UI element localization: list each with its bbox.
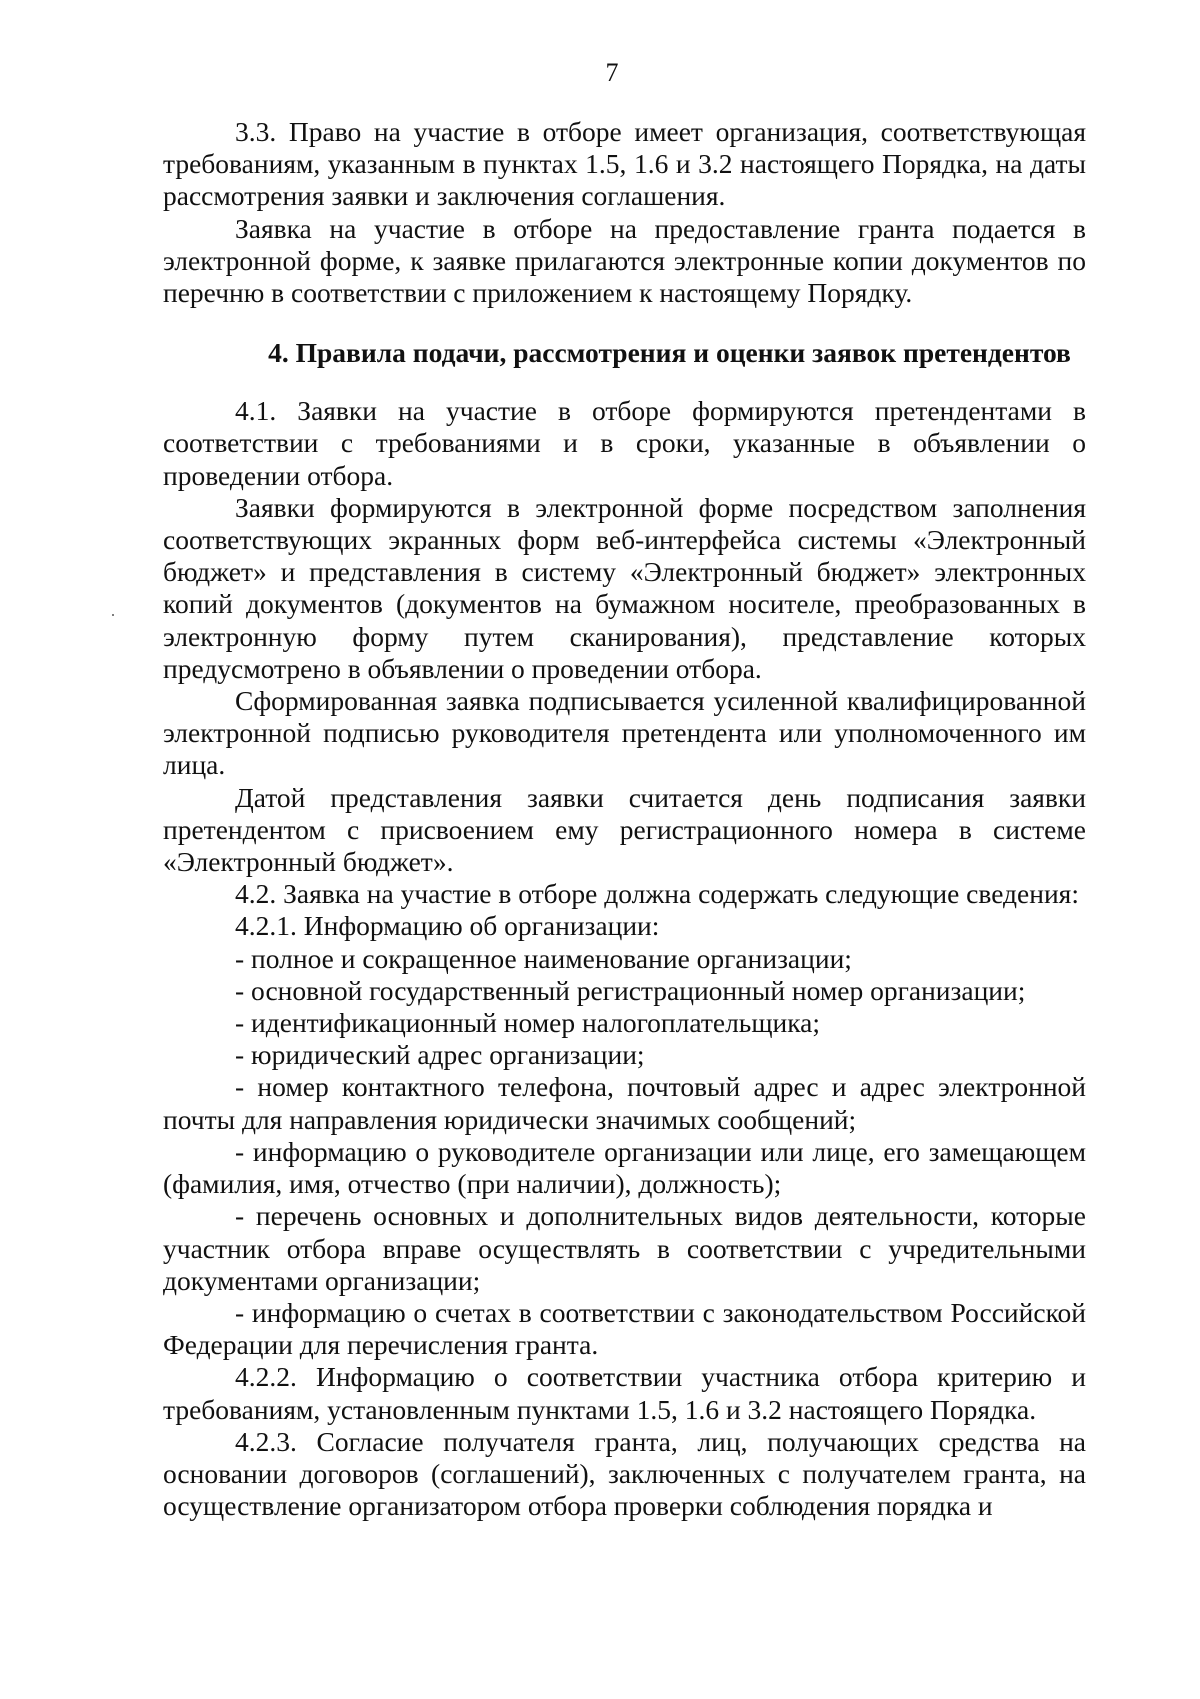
paragraph-3-3: 3.3. Право на участие в отборе имеет организация, соответствующая требованиям, указанным в пунктах 1.5, 1.6 и 3.2 настоящего Порядка, на даты рассмотрения заявки и заключения соглашения.: [163, 116, 1086, 212]
list-item: - информацию о руководителе организации или лице, его замещающем (фамилия, имя, отчество (при наличии), должность);: [163, 1135, 1086, 1200]
list-item: - перечень основных и дополнительных видов деятельности, которые участник отбора вправе осуществлять в соответствии с учредительными документами организации;: [163, 1200, 1086, 1296]
section-4-heading: 4. Правила подачи, рассмотрения и оценки заявок претендентов: [268, 337, 1071, 369]
paragraph-submission-date: Датой представления заявки считается день подписания заявки претендентом с присвоением ему регистрационного номера в системе «Электронный бюджет».: [163, 781, 1086, 878]
paragraph-4-2-2: 4.2.2. Информацию о соответствии участника отбора критерию и требованиям, установленным пунктами 1.5, 1.6 и 3.2 настоящего Порядка.: [163, 1361, 1086, 1425]
list-item: - юридический адрес организации;: [235, 1039, 645, 1071]
paragraph-4-1: 4.1. Заявки на участие в отборе формируются претендентами в соответствии с требованиями и в сроки, указанные в объявлении о проведении отбора.: [163, 395, 1086, 491]
paragraph-4-2: 4.2. Заявка на участие в отборе должна содержать следующие сведения:: [235, 878, 1079, 910]
list-item: - номер контактного телефона, почтовый адрес и адрес электронной почты для направления юридически значимых сообщений;: [163, 1071, 1086, 1135]
paragraph-application-form: Заявка на участие в отборе на предоставление гранта подается в электронной форме, к заявке прилагаются электронные копии документов по перечню в соответствии с приложением к настоящему Порядку.: [163, 212, 1086, 309]
list-item: - основной государственный регистрационный номер организации;: [235, 974, 1026, 1006]
page-number: 7: [605, 58, 619, 87]
list-item: - идентификационный номер налогоплательщика;: [235, 1007, 821, 1039]
scan-speck: [112, 614, 114, 616]
paragraph-4-2-1: 4.2.1. Информацию об организации:: [235, 910, 660, 942]
paragraph-applications-formed: Заявки формируются в электронной форме посредством заполнения соответствующих экранных форм веб-интерфейса системы «Электронный бюджет» и представления в систему «Электронный бюджет» электронных копий документов (документов на бумажном носителе, преобразованных в электронную форму путем сканирования), представление которых предусмотрено в объявлении о проведении отбора.: [163, 491, 1086, 684]
list-item: - полное и сокращенное наименование организации;: [235, 942, 852, 974]
paragraph-4-2-3: 4.2.3. Согласие получателя гранта, лиц, получающих средства на основании договоров (соглашений), заключенных с получателем гранта, на осуществление организатором отбора проверки соблюдения порядка и: [163, 1425, 1086, 1522]
paragraph-application-signed: Сформированная заявка подписывается усиленной квалифицированной электронной подписью руководителя претендента или уполномоченного им лица.: [163, 685, 1086, 781]
document-body: [163, 116, 1086, 1522]
list-item: - информацию о счетах в соответствии с законодательством Российской Федерации для перечисления гранта.: [163, 1296, 1086, 1361]
